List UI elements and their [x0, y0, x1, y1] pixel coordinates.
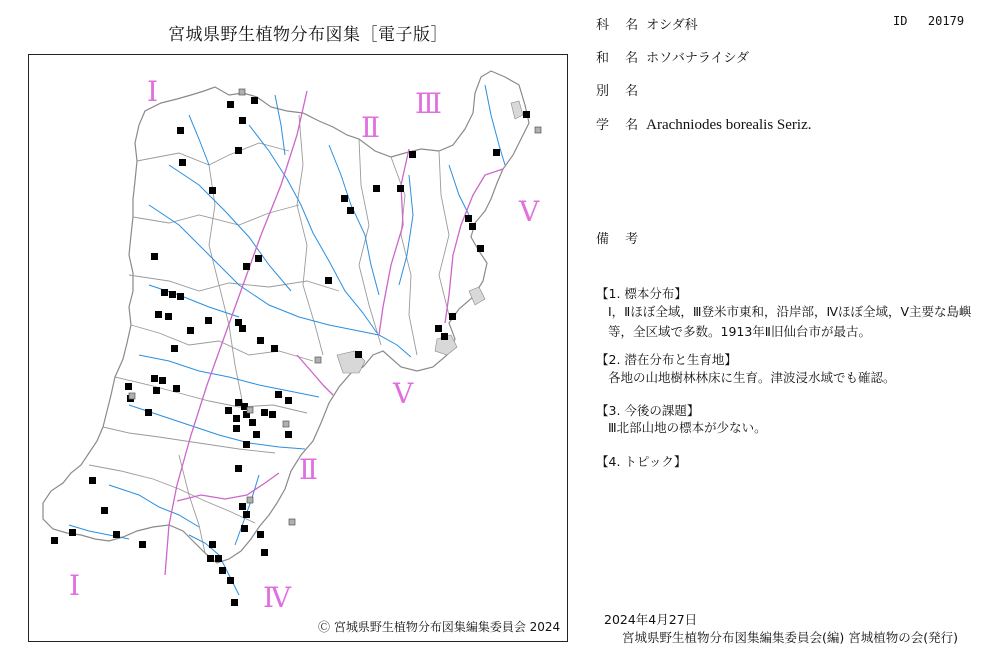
- record-id-label: ID: [893, 14, 908, 28]
- alt-name-label: 別 名: [596, 84, 645, 99]
- notes-label: 備 考: [596, 232, 645, 247]
- scientific-name-row: [596, 114, 812, 134]
- section-body: 各地の山地樹林林床に生育。津波浸水域でも確認。: [608, 370, 896, 385]
- record-id-value: 20179: [927, 14, 965, 28]
- record-id: [893, 14, 964, 28]
- alt-name-row: [596, 80, 646, 99]
- family-value: オシダ科: [646, 18, 698, 33]
- region-label: Ⅱ: [361, 111, 381, 144]
- region-label: Ⅱ: [299, 453, 319, 486]
- section-heading: 【4. トピック】: [596, 454, 687, 469]
- notes-row: [596, 228, 645, 247]
- map-copyright: Ⓒ 宮城県野生植物分布図集編集委員会 2024: [318, 620, 561, 634]
- family-row: [596, 14, 698, 33]
- region-label: Ⅰ: [147, 75, 159, 108]
- japanese-name-row: [596, 47, 749, 66]
- section-heading: 【3. 今後の課題】: [596, 403, 700, 418]
- region-label: Ⅴ: [519, 195, 540, 228]
- section-heading: 【1. 標本分布】: [596, 286, 687, 301]
- region-label: Ⅰ: [69, 569, 81, 602]
- family-label: 科 名: [596, 18, 645, 33]
- distribution-map: [29, 55, 567, 641]
- map-title: 宮城県野生植物分布図集［電子版］: [168, 25, 448, 45]
- scientific-name-value: Arachniodes borealis Seriz.: [646, 117, 812, 133]
- japanese-name-label: 和 名: [596, 51, 645, 66]
- prefecture-outline: [43, 71, 529, 563]
- section-body: Ⅰ，Ⅱほぼ全域，Ⅲ登米市東和，沿岸部，Ⅳほぼ全域，Ⅴ主要な島嶼等，全区域で多数。1913年Ⅱ旧仙台市が最古。: [608, 304, 972, 339]
- japanese-name-value: ホソバナライシダ: [646, 51, 749, 66]
- section-heading: 【2. 潜在分布と生育地】: [596, 352, 737, 367]
- region-label: Ⅴ: [393, 377, 414, 410]
- publication-editors: 宮城県野生植物分布図集編集委員会(編) 宮城植物の会(発行): [622, 630, 958, 645]
- section-body: Ⅲ北部山地の標本が少ない。: [608, 420, 767, 435]
- publication-date: 2024年4月27日: [604, 612, 698, 627]
- region-label: Ⅲ: [415, 87, 443, 120]
- scientific-name-label: 学 名: [596, 118, 645, 133]
- region-label: Ⅳ: [263, 581, 291, 614]
